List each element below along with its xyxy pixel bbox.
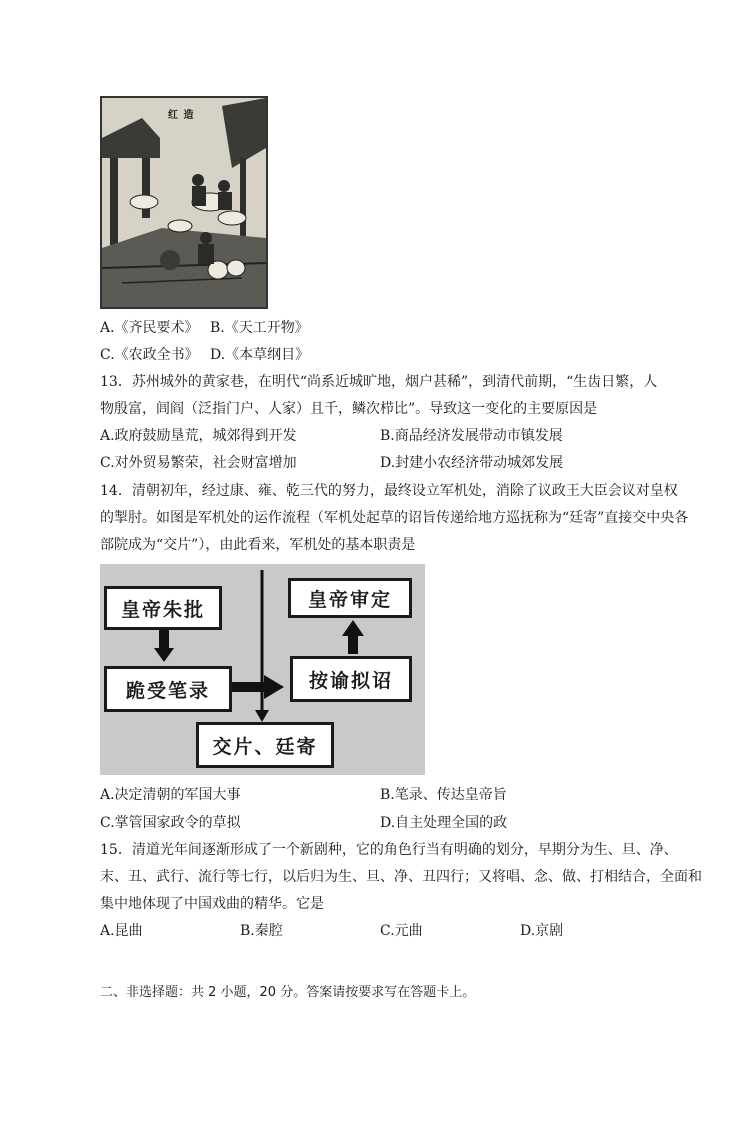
q13-option-d: D.封建小农经济带动城郊发展: [380, 455, 564, 471]
q15-option-c: C.元曲: [380, 923, 423, 939]
q14-option-c: C.掌管国家政令的草拟: [100, 815, 241, 831]
q13-stem-line2: 物殷富，闾阎（泛指门户、人家）且千，鳞次栉比”。导致这一变化的主要原因是: [100, 401, 598, 417]
q14-stem-line1: 14．清朝初年，经过康、雍、乾三代的努力，最终设立军机处，消除了议政王大臣会议对皇权: [100, 483, 678, 499]
q14-option-a: A.决定清朝的军国大事: [100, 787, 241, 803]
q12-option-d: D.《本草纲目》: [210, 347, 310, 363]
q15-stem-line3: 集中地体现了中国戏曲的精华。它是: [100, 896, 324, 912]
q15-option-d: D.京剧: [520, 923, 564, 939]
flow-box-zhupi: 皇帝朱批: [104, 586, 222, 630]
q14-stem-line3: 部院成为“交片”），由此看来，军机处的基本职责是: [100, 537, 416, 553]
q14-option-b: B.笔录、传达皇帝旨: [380, 787, 507, 803]
section2-heading: 二、非选择题：共 2 小题，20 分。答案请按要求写在答题卡上。: [100, 985, 476, 1000]
woodcut-image: [102, 98, 266, 307]
q14-stem-line2: 的掣肘。如图是军机处的运作流程（军机处起草的诏旨传递给地方巡抚称为“廷寄”直接交中央各: [100, 510, 689, 526]
q13-option-a: A.政府鼓励垦荒，城郊得到开发: [100, 428, 297, 444]
flow-box-jiaopian-tingji: 交片、廷寄: [196, 722, 334, 768]
q13-stem-line1: 13．苏州城外的黄家巷，在明代“尚系近城旷地，烟户甚稀”，到清代前期，“生齿日繁，人: [100, 374, 658, 390]
flow-box-biluru: 跪受笔录: [104, 666, 232, 712]
q14-option-d: D.自主处理全国的政: [380, 815, 508, 831]
q15-option-a: A.昆曲: [100, 923, 143, 939]
q15-option-b: B.秦腔: [240, 923, 283, 939]
flow-box-niizhao: 按谕拟诏: [290, 656, 412, 702]
q12-option-b: B.《天工开物》: [210, 320, 309, 336]
q15-stem-line1: 15．清道光年间逐渐形成了一个新剧种，它的角色行当有明确的划分，早期分为生、旦、净、: [100, 842, 678, 858]
q13-option-c: C.对外贸易繁荣，社会财富增加: [100, 455, 297, 471]
woodcut-illustration: [100, 96, 268, 309]
q12-option-c: C.《农政全书》: [100, 347, 199, 363]
q15-stem-line2: 末、丑、武行、流行等七行，以后归为生、旦、净、丑四行；又将唱、念、做、打相结合，全面和: [100, 869, 702, 885]
q13-option-b: B.商品经济发展带动市镇发展: [380, 428, 563, 444]
junjichu-flowchart: [100, 564, 425, 775]
woodcut-title: 红 造: [168, 110, 195, 121]
q12-option-a: A.《齐民要术》: [100, 320, 199, 336]
flow-box-shending: 皇帝审定: [288, 578, 412, 618]
